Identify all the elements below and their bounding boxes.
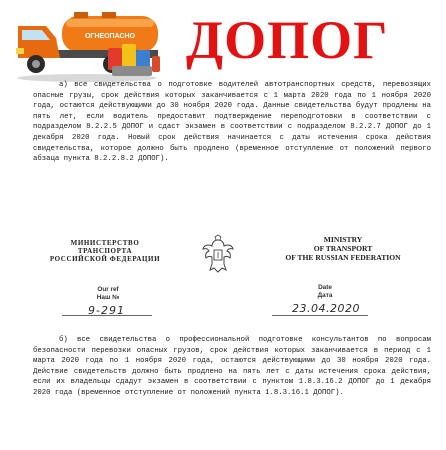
date-labels xyxy=(305,284,345,299)
ministry-name-ru xyxy=(30,239,180,263)
tanker-truck-image xyxy=(12,4,162,84)
date-handwritten: 23.04.2020 xyxy=(292,302,360,315)
date-label-en: Date xyxy=(318,284,332,291)
double-headed-eagle-emblem-icon xyxy=(201,234,235,274)
page-title: ДОПОГ xyxy=(186,10,389,70)
ministry-ru-line: ТРАНСПОРТА xyxy=(77,247,133,255)
ref-number-handwritten: 9-291 xyxy=(88,304,125,317)
ref-label-en: Our ref xyxy=(97,286,119,293)
date-underline xyxy=(272,315,368,316)
ministry-name-en xyxy=(258,235,428,262)
reference-labels xyxy=(78,286,138,301)
paragraph-a: а) все свидетельства о подготовке водителей автотранспортных средств, перевозящих опасные грузы, срок действия которых заканчивается с 1 марта 2020 года по 1 ноября 2020 года, остаются действующими до 30 ноября 2020 года. Данные свидетельства будут продлены на пять лет, если водитель предоставит подтверждение переподготовки в соответствии с подразделом 8.2.2.5 ДОПОГ и сдаст экзамен в соответствии с подразделом 8.2.2.7 ДОПОГ до 1 декабря 2020 года. Новый срок действия начинается с даты истечения срока действия свидетельства, которое должно быть продлено (временное отступление от положений первого абзаца пункта 8.2.2.8.2 ДОПОГ). xyxy=(33,81,431,164)
truck-sign-text: ОГНЕОПАСНО xyxy=(84,33,136,40)
ministry-letterhead xyxy=(0,226,446,331)
ministry-ru-line: МИНИСТЕРСТВО xyxy=(70,239,140,247)
date-label-ru: Дата xyxy=(317,291,333,299)
ref-label-ru: Наш № xyxy=(96,293,120,301)
ministry-en-line: MINISTRY xyxy=(323,235,363,244)
paragraph-b: б) все свидетельства о профессиональной подготовке консультантов по вопросам безопасности перевозки опасных грузов, срок действия которых заканчивается в период с 1 марта 2020 года по 1 ноября 2020 года, остаются действующими до 30 ноября 2020 года. Действие свидетельств должно быть продлено на пять лет с даты истечения срока действия, если их владельцы сдадут экзамен в соответствии с пунктом 1.8.3.16.2 ДОПОГ до 1 декабря 2020 года (временное отступление от положений пункта 1.8.3.16.1 ДОПОГ). xyxy=(33,336,431,397)
ministry-en-line: OF THE RUSSIAN FEDERATION xyxy=(285,253,401,262)
ministry-ru-line: РОССИЙСКОЙ ФЕДЕРАЦИИ xyxy=(49,255,161,263)
ministry-en-line: OF TRANSPORT xyxy=(313,244,373,253)
